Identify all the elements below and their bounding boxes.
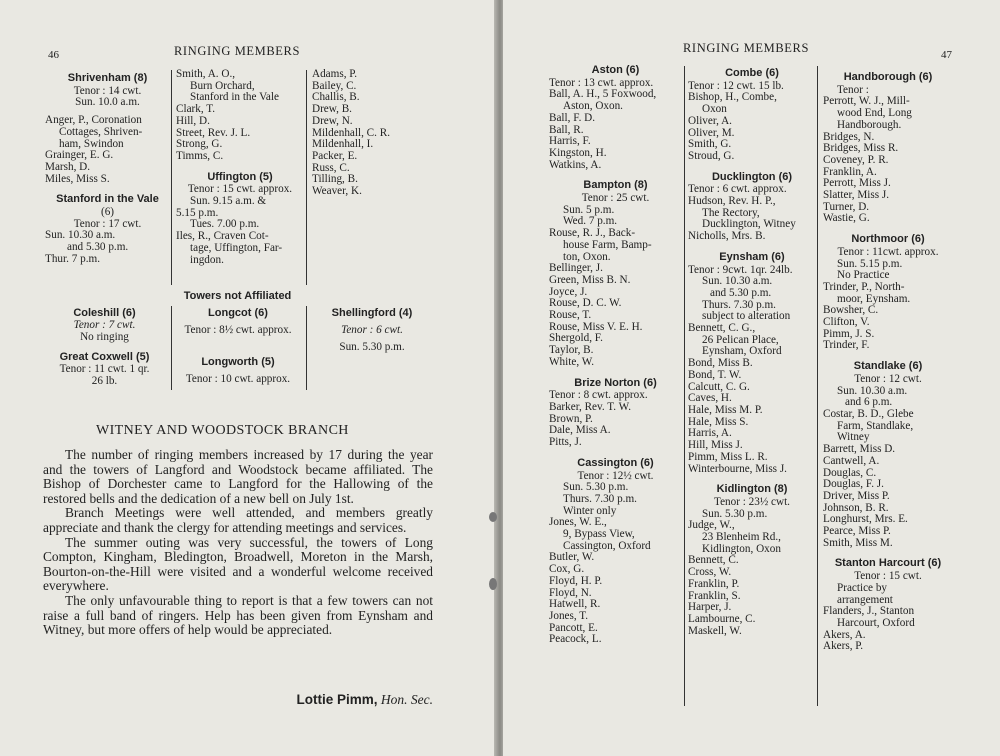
list-line: Trinder, F. [823,339,870,352]
left-col-1 [45,73,170,266]
list-line: Adams, P. [312,68,358,80]
list-line: Cottages, Shriven- [59,125,143,138]
list-line: 9, Bypass View, [563,528,635,541]
longcot-block [172,307,304,385]
staple-mark [489,578,497,590]
running-head-right: RINGING MEMBERS [683,41,810,55]
list-line: Hill, D. [176,114,210,127]
paragraph: The number of ringing members increased by 17 during the year and the towers of Langford and Woodstock became affiliated. The Bishop of Dorchester came to Langford for the Hallowing of the restored bells and the dedication of a new bell on July 1st. [43,447,433,506]
list-line: Kidlington, Oxon [702,542,781,555]
list-line: Thurs. 7.30 p.m. [563,492,637,505]
tower-name: Standlake (6) [853,360,923,373]
column-rule [684,66,685,706]
list-line: Ball, R. [549,123,584,136]
list-line: Witney [837,431,870,444]
tower-name: Shellingford (4) [331,307,413,319]
list-line: No Practice [837,269,890,282]
tenor-line: Tenor : 14 cwt. [73,84,142,97]
list-line: Bennett, C. G., [688,322,756,335]
list-line: Coveney, P. R. [823,153,889,166]
list-line: Tenor : [837,83,869,96]
list-line: Smith, Miss M. [823,536,893,549]
list-line: Hale, Miss S. [688,415,749,428]
left-col-3 [312,69,430,198]
list-line: Douglas, C. [823,466,877,479]
list-line: Street, Rev. J. L. [176,126,251,139]
list-line: Sun. 9.15 a.m. & [190,195,267,208]
list-line: Kingston, H. [549,146,607,159]
list-line: 23 Blenheim Rd., [702,531,781,544]
list-line: Clark, T. [176,103,216,116]
list-line: house Farm, Bamp- [563,238,652,251]
list-line: Barker, Rev. T. W. [549,400,631,413]
list-line: Rouse, Miss V. E. H. [549,320,643,333]
tower-name: Great Coxwell (5) [59,351,150,363]
list-line: Sun. 5.30 p.m. [563,481,629,494]
tower-name: Ducklington (6) [711,170,793,183]
list-line: Johnson, B. R. [823,501,889,514]
list-line: White, W. [549,355,595,368]
list-line: Franklin, A. [823,165,877,178]
list-line: Judge, W., [688,519,735,532]
tenor-line: Tenor : 12 cwt. [854,372,922,385]
list-line: Mildenhall, C. R. [312,126,391,139]
list-line: Pearce, Miss P. [823,525,891,538]
signature [297,692,434,708]
list-line: Franklin, P. [688,577,740,590]
list-line: Clifton, V. [823,316,870,329]
list-line: Iles, R., Craven Cot- [176,230,269,243]
shellingford-block [310,307,434,353]
list-line: Butler, W. [549,551,595,564]
list-line: Sun. 10.30 a.m. [837,384,908,397]
list-line: Cantwell, A. [823,454,880,467]
tenor-cont: 26 lb. [91,375,118,387]
schedule: Sun. 5.30 p.m. [339,341,405,353]
list-line: Cox, G. [549,563,585,576]
list-line: Cassington, Oxford [563,539,651,552]
list-line: Rouse, R. J., Back- [549,227,636,240]
signature-name: Lottie Pimm, [296,692,378,707]
tower-name: Brize Norton (6) [574,376,657,389]
list-line: Lambourne, C. [688,612,756,625]
list-line: and 5.30 p.m. [67,241,129,254]
tower-name: Aston (6) [591,64,640,76]
list-line: Douglas, F. J. [823,478,884,491]
left-col-2 [176,69,304,266]
tenor: Tenor : 7 cwt. [73,319,136,331]
tenor: Tenor : 8½ cwt. approx. [184,324,292,336]
tower-name: Shrivenham (8) [67,72,148,84]
tenor-line: Tenor : 17 cwt. [73,217,142,230]
list-line: Bond, Miss B. [688,357,753,370]
tower-name: Longcot (6) [208,307,268,319]
tower-name: Kidlington (8) [716,483,788,496]
branch-heading: WITNEY AND WOODSTOCK BRANCH [96,423,349,438]
list-line: Hill, Miss J. [688,439,743,452]
list-line: Slatter, Miss J. [823,189,890,202]
tower-name: Stanford in the Vale [56,193,159,206]
list-line: subject to alteration [702,310,791,323]
tenor-line: Tenor : 15 cwt. [854,570,922,583]
tower-name: Bampton (8) [583,179,648,192]
list-line: Bellinger, J. [549,262,603,275]
paragraph: The only unfavourable thing to report is that a few towers can not raise a full band of ringers. Help has been given from Eynsham and Witney, but more offers of help would be appreciated. [43,592,433,638]
list-line: Franklin, S. [688,589,741,602]
list-line: Tilling, B. [312,173,358,186]
list-line: Miles, Miss S. [45,172,110,185]
report-text [43,448,433,638]
list-line: Grainger, E. G. [45,149,114,162]
list-line: Bridges, N. [823,130,875,143]
list-line: Joyce, J. [549,285,588,298]
right-col-3 [823,72,953,653]
list-line: Cross, W. [688,566,732,579]
list-line: Akers, P. [823,640,864,653]
note: No ringing [80,331,129,343]
paragraph: Branch Meetings were well attended, and members greatly appreciate and thank the clergy for attending meetings and services. [43,505,433,535]
list-line: Driver, Miss P. [823,489,890,502]
list-line: Jones, T. [549,609,589,622]
list-line: Watkins, A. [549,158,602,171]
list-line: Farm, Standlake, [837,419,914,432]
list-line: Eynsham, Oxford [702,345,782,358]
list-line: Smith, G. [688,138,732,151]
list-line: Oliver, M. [688,126,735,139]
tenor-line: Tenor : 15 cwt. approx. [187,183,293,196]
list-line: 5.15 p.m. [176,206,219,219]
list-line: Oliver, A. [688,114,732,127]
list-line: Wastie, G. [823,212,870,225]
list-line: Bailey, C. [312,79,357,92]
list-line: Sun. 5.30 p.m. [702,507,768,520]
list-line: tage, Uffington, Far- [190,241,283,254]
tower-name: Uffington (5) [207,170,273,183]
right-col-1 [549,65,682,646]
signature-title: Hon. Sec. [380,692,433,707]
list-line: Maskell, W. [688,624,742,637]
tenor-line: Tenor : 11cwt. approx. [837,245,939,258]
list-line: Harcourt, Oxford [837,616,915,629]
list-line: Brown, P. [549,412,593,425]
list-line: Challis, B. [312,91,360,104]
list-line: Marsh, D. [45,160,91,173]
list-line: Floyd, H. P. [549,574,603,587]
list-line: wood End, Long [837,107,912,120]
list-line: Packer, E. [312,149,358,162]
list-line: Winterbourne, Miss J. [688,462,787,475]
coleshill-block [42,307,167,387]
list-line: Turner, D. [823,200,870,213]
tenor-line: Tenor : 12½ cwt. [577,469,654,482]
list-line: Pitts, J. [549,436,582,449]
page-number-right: 47 [941,49,952,61]
list-line: Pimm, Miss L. R. [688,450,768,463]
list-line: and 5.30 p.m. [710,286,772,299]
list-line: Rouse, D. C. W. [549,297,622,310]
list-line: Bond, T. W. [688,368,742,381]
list-line: Tenor : 9cwt. 1qr. 24lb. [688,263,793,276]
list-line: Jones, W. E., [549,516,607,529]
list-line: Green, Miss B. N. [549,273,631,286]
list-line: The Rectory, [702,206,760,219]
list-line: Bishop, H., Combe, [688,91,777,104]
list-line: Costar, B. D., Glebe [823,407,914,420]
list-line: Caves, H. [688,392,732,405]
list-line: Shergold, F. [549,332,603,345]
list-line: Peacock, L. [549,633,602,646]
tenor-line: Tenor : 25 cwt. [581,192,650,205]
list-line: Mildenhall, I. [312,138,374,151]
list-line: Thurs. 7.30 p.m. [702,298,776,311]
list-line: Drew, N. [312,114,353,127]
list-line: Hudson, Rev. H. P., [688,195,776,208]
list-line: and 6 p.m. [845,396,893,409]
list-line: Practice by [837,581,888,594]
tower-name: Handborough (6) [843,71,933,83]
list-line: Smith, A. O., [176,68,236,80]
list-line: Ball, F. D. [549,111,596,124]
list-line: Ball, A. H., 5 Foxwood, [549,88,657,101]
column-rule [817,66,818,706]
tenor-line: Tenor : 23½ cwt. [714,495,790,508]
list-line: Timms, C. [176,149,224,162]
left-page [0,0,497,756]
list-line: Stroud, G. [688,149,735,162]
tenor: Tenor : 11 cwt. 1 qr. [59,363,150,375]
list-line: Sun. 5 p.m. [563,203,615,216]
tower-name: Coleshill (6) [73,307,136,319]
list-line: Taylor, B. [549,344,594,357]
page-number-left: 46 [48,49,59,61]
list-line: Rouse, T. [549,309,592,322]
list-line: Nicholls, Mrs. B. [688,230,766,243]
not-affiliated-heading: Towers not Affiliated [183,290,292,302]
list-line: Harper, J. [688,601,732,614]
tower-name: Longworth (5) [201,356,275,368]
list-line: Winter only [563,504,617,517]
tower-name: Eynsham (6) [719,250,785,263]
list-line: Strong, G. [176,138,223,151]
list-line: ingdon. [190,253,224,266]
list-line: Bowsher, C. [823,304,879,317]
list-line: ham, Swindon [59,137,124,150]
tenor-line: (6) [100,206,115,219]
list-line: Calcutt, C. G. [688,380,750,393]
list-line: Barrett, Miss D. [823,443,896,456]
list-line: Stanford in the Vale [190,91,279,104]
right-page [503,0,1000,756]
list-line: Aston, Oxon. [563,100,623,113]
list-line: Tenor : 12 cwt. 15 lb. [688,79,784,92]
list-line: Harris, A. [688,427,732,440]
list-line: Burn Orchard, [190,79,255,92]
tenor: Tenor : 6 cwt. [341,324,403,336]
list-line: Hatwell, R. [549,598,601,611]
tower-name: Cassington (6) [577,456,654,469]
list-line: arrangement [837,593,893,606]
tenor: Tenor : 10 cwt. approx. [185,373,291,385]
paragraph: The summer outing was very successful, the towers of Long Compton, Kingham, Bledington, Broadwell, Moreton in the Marsh, Bourton-on-the-Hill were visited and a wonderful welcome received everywhere. [43,534,433,594]
list-line: Perrott, Miss J. [823,177,891,190]
list-line: Handborough. [837,118,902,131]
tower-name: Stanton Harcourt (6) [834,557,942,570]
list-line: Sun. 10.30 a.m. [702,275,773,288]
list-line: Sun. 10.30 a.m. [45,229,116,242]
list-line: Harris, F. [549,135,591,148]
list-line: Bridges, Miss R. [823,142,899,155]
list-line: Tenor : 13 cwt. approx. [549,76,654,89]
list-line: Sun. 5.15 p.m. [837,257,903,270]
list-line: Dale, Miss A. [549,424,611,437]
list-line: Ducklington, Witney [702,218,796,231]
list-line: Flanders, J., Stanton [823,605,915,618]
list-line: Akers, A. [823,628,866,641]
list-line: Drew, B. [312,103,352,116]
list-line: Bennett, C. [688,554,739,567]
column-rule [171,70,172,285]
list-line: Oxon [702,103,727,116]
list-line: Tenor : 8 cwt. approx. [549,389,648,402]
list-line: Longhurst, Mrs. E. [823,513,908,526]
list-line: 26 Pelican Place, [702,333,779,346]
list-line: moor, Eynsham. [837,292,911,305]
staple-mark [489,512,497,522]
list-line: ton, Oxon. [563,250,611,263]
tenor-line: Sun. 10.0 a.m. [75,96,140,109]
list-line: Weaver, K. [312,185,362,198]
list-line: Anger, P., Coronation [45,114,142,127]
list-line: Perrott, W. J., Mill- [823,95,910,108]
list-line: Russ, C. [312,161,350,174]
column-rule [306,70,307,285]
tower-name: Combe (6) [725,67,779,79]
list-line: Pancott, E. [549,621,598,634]
column-rule [306,306,307,390]
list-line: Hale, Miss M. P. [688,403,763,416]
list-line: Tues. 7.00 p.m. [190,218,260,231]
list-line: Pimm, J. S. [823,327,875,340]
list-line: Trinder, P., North- [823,280,905,293]
right-col-2 [688,68,816,637]
list-line: Wed. 7 p.m. [563,215,618,228]
list-line: Floyd, N. [549,586,592,599]
list-line: Tenor : 6 cwt. approx. [688,183,787,196]
tower-name: Northmoor (6) [851,233,925,246]
list-line: Thur. 7 p.m. [45,252,101,265]
running-head-left: RINGING MEMBERS [174,44,301,58]
